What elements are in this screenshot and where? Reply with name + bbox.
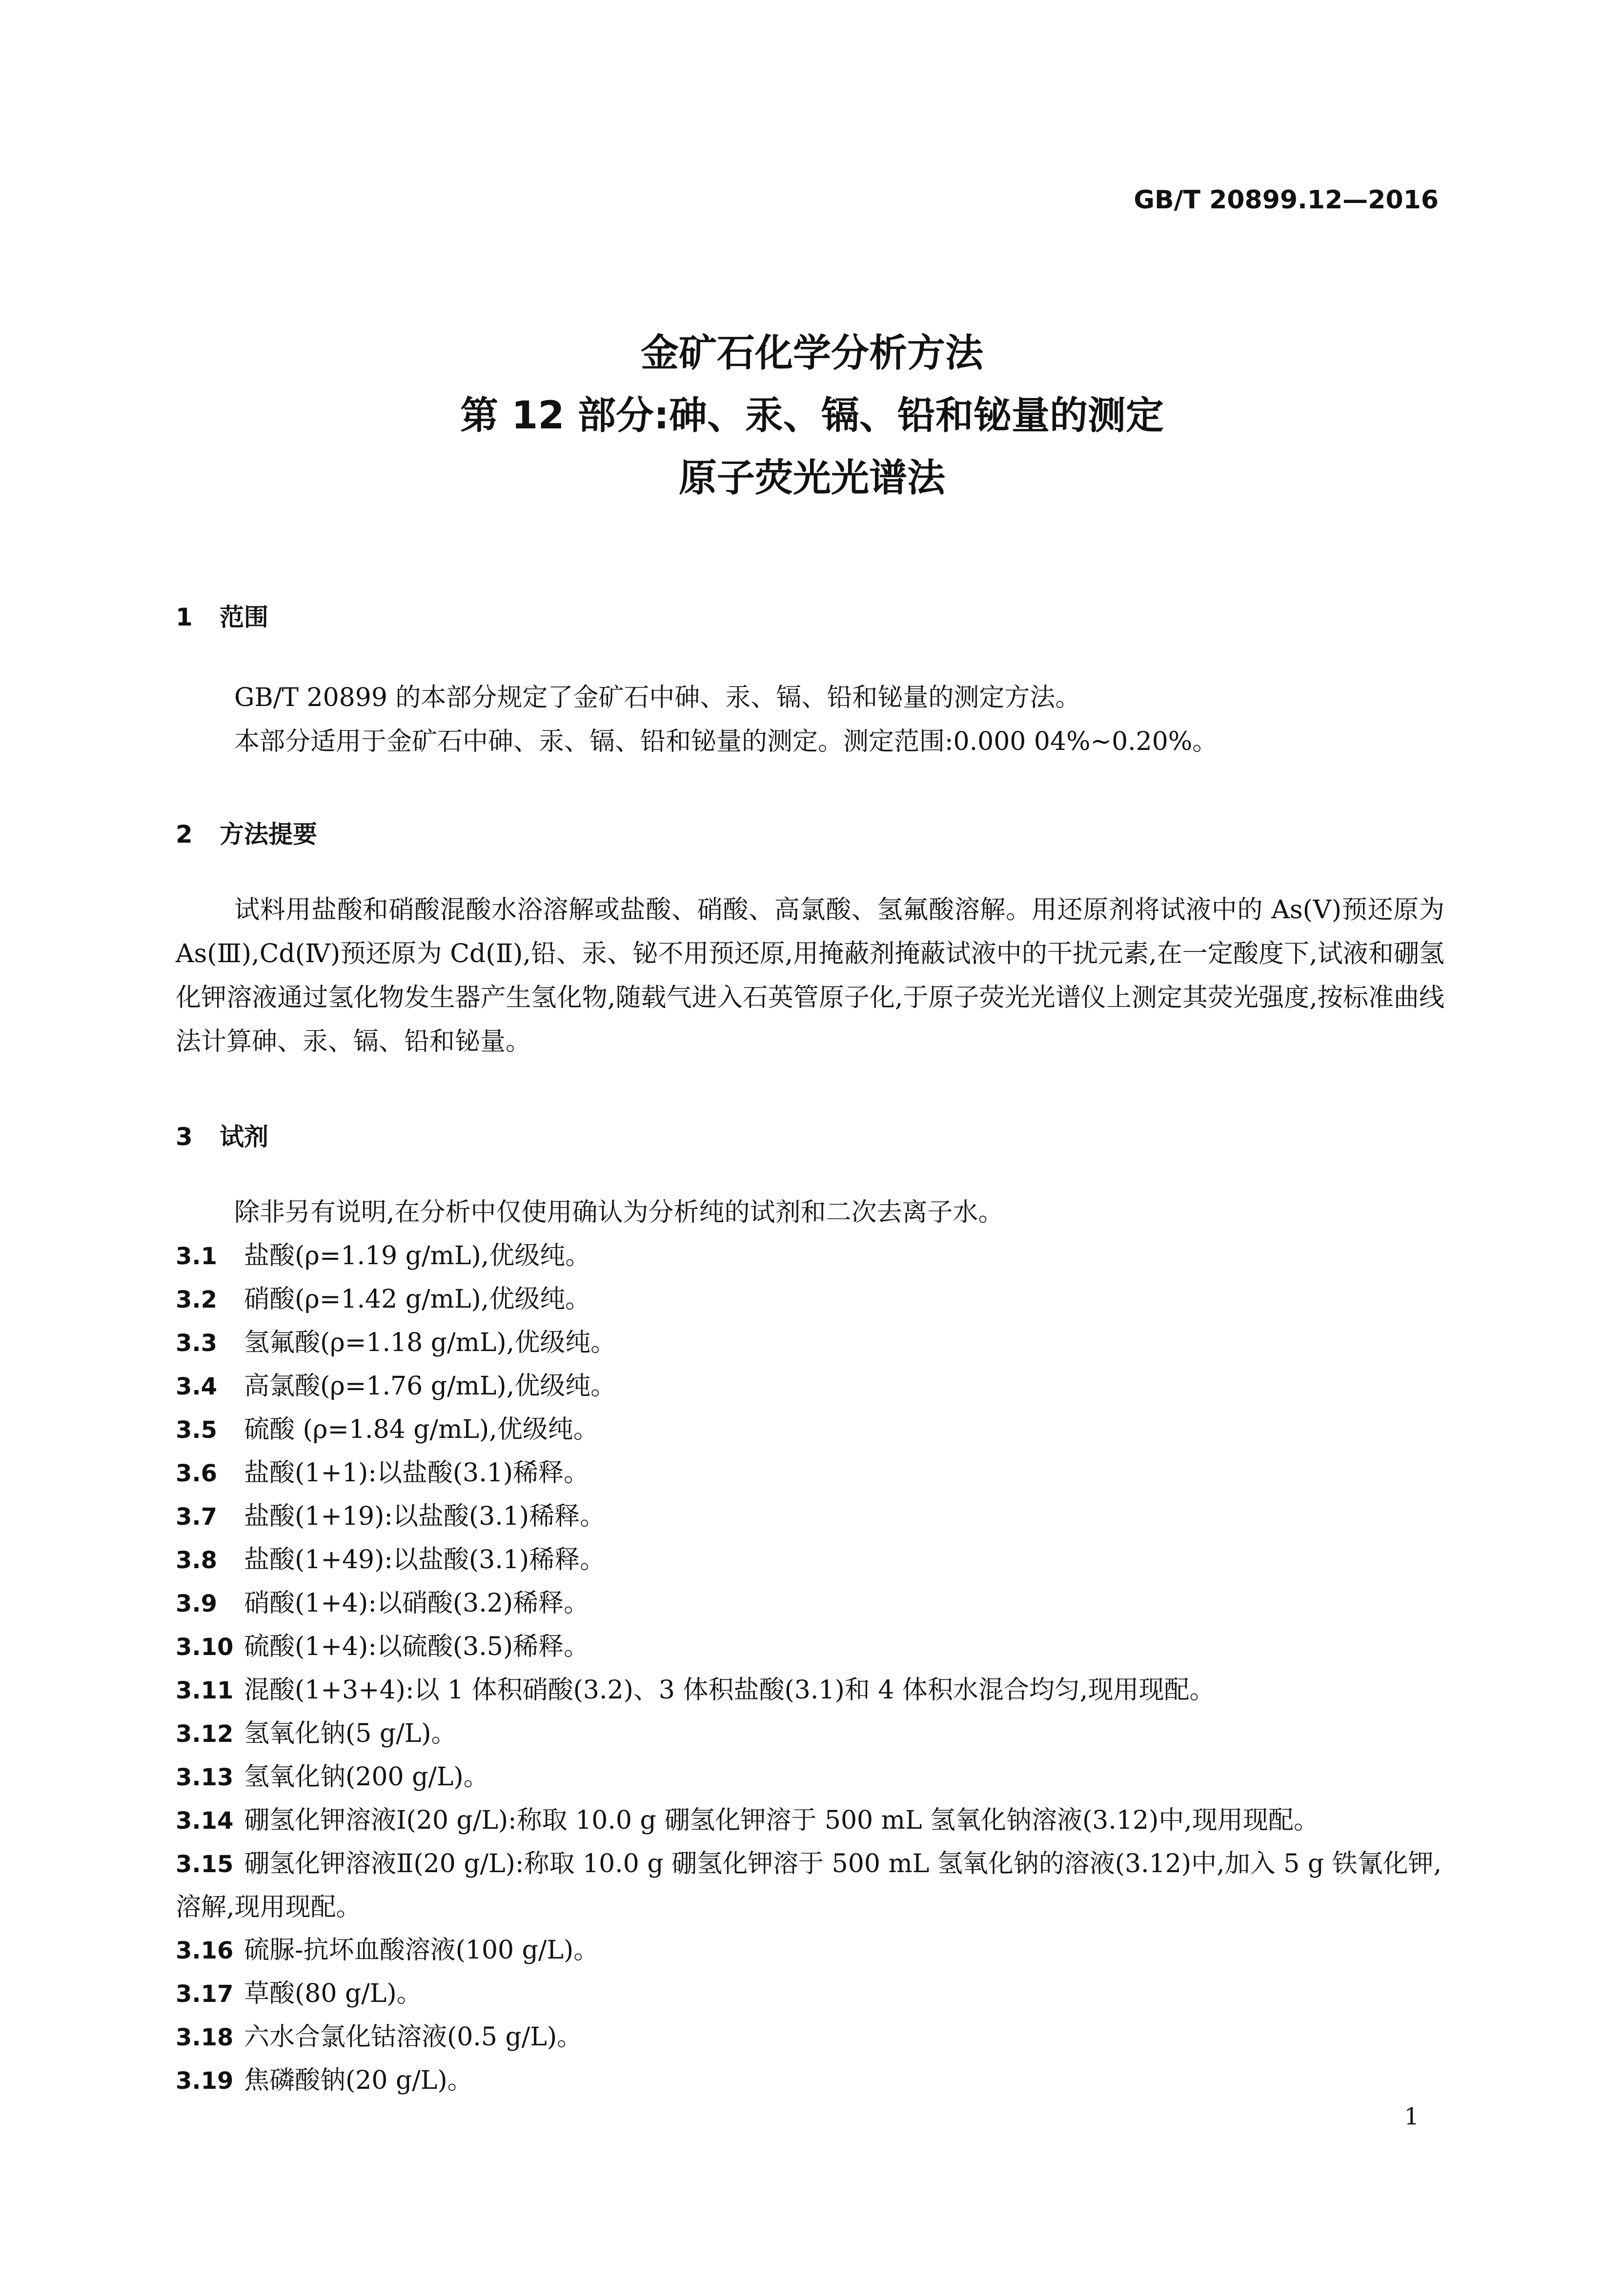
section-number: 2 (176, 820, 193, 848)
item-text: 盐酸(1+1):以盐酸(3.1)稀释。 (244, 1458, 589, 1488)
section-2-paragraph: 试料用盐酸和硝酸混酸水浴溶解或盐酸、硝酸、高氯酸、氢氟酸溶解。用还原剂将试液中的 As(Ⅴ)预还原为 As(Ⅲ),Cd(Ⅳ)预还原为 Cd(Ⅱ),铅、汞、铋不用预还原,用掩蔽剂掩蔽试液中的干扰元素,在一定酸度下,试液和硼氢化钾溶液通过氢化物发生器产生氢化物,随载气进入石英管原子化,于原子荧光光谱仪上测定其荧光强度,按标准曲线法计算砷、汞、镉、铅和铋量。 (176, 895, 1444, 1056)
reagent-list (176, 1234, 1454, 2102)
item-text: 盐酸(1+49):以盐酸(3.1)稀释。 (244, 1545, 606, 1575)
item-text: 氢氧化钠(200 g/L)。 (244, 1762, 489, 1792)
item-number: 3.7 (176, 1503, 218, 1531)
item-number: 3.19 (176, 2067, 234, 2095)
standard-code: GB/T 20899.12—2016 (1134, 185, 1439, 215)
item-number: 3.12 (176, 1720, 234, 1748)
list-item (176, 1452, 1454, 1495)
list-item (176, 2016, 1454, 2059)
item-text: 高氯酸(ρ=1.76 g/mL),优级纯。 (244, 1372, 616, 1401)
section-3-heading (176, 1117, 268, 1152)
list-item (176, 1929, 1454, 1972)
item-text: 混酸(1+3+4):以 1 体积硝酸(3.2)、3 体积盐酸(3.1)和 4 体积水混合均匀,现用现配。 (244, 1676, 1215, 1705)
list-item (176, 1234, 1454, 1278)
list-item (176, 1582, 1454, 1625)
item-number: 3.5 (176, 1416, 218, 1444)
list-item (176, 1669, 1454, 1712)
item-text: 硼氢化钾溶液Ⅰ(20 g/L):称取 10.0 g 硼氢化钾溶于 500 mL 氢氧化钠溶液(3.12)中,现用现配。 (244, 1806, 1319, 1835)
item-text: 盐酸(1+19):以盐酸(3.1)稀释。 (244, 1502, 606, 1531)
item-text: 硝酸(1+4):以硝酸(3.2)稀释。 (244, 1589, 589, 1618)
item-number: 3.16 (176, 1937, 234, 1964)
list-item (176, 1365, 1454, 1408)
item-number: 3.15 (176, 1851, 234, 1878)
item-text: 氢氟酸(ρ=1.18 g/mL),优级纯。 (244, 1328, 616, 1357)
list-item (176, 1278, 1454, 1321)
document-title (0, 322, 1624, 509)
item-number: 3.1 (176, 1243, 218, 1270)
section-1-heading (176, 598, 268, 633)
list-item (176, 1842, 1454, 1929)
item-text: 硫酸(1+4):以硫酸(3.5)稀释。 (244, 1632, 589, 1661)
section-1-paragraph-2: 本部分适用于金矿石中砷、汞、镉、铅和铋量的测定。测定范围:0.000 04%~0.20%。 (234, 727, 1218, 756)
section-number: 3 (176, 1123, 193, 1151)
section-2-heading (176, 815, 317, 850)
list-item (176, 1321, 1454, 1365)
list-item (176, 1625, 1454, 1669)
item-number: 3.2 (176, 1286, 218, 1313)
item-number: 3.13 (176, 1764, 234, 1791)
item-number: 3.4 (176, 1373, 218, 1400)
item-number: 3.10 (176, 1634, 234, 1661)
item-text: 焦磷酸钠(20 g/L)。 (244, 2066, 473, 2095)
list-item (176, 1756, 1454, 1799)
item-number: 3.17 (176, 1980, 234, 2008)
list-item (176, 1799, 1454, 1842)
section-title: 试剂 (220, 1123, 268, 1151)
section-number: 1 (176, 603, 193, 631)
item-text: 硝酸(ρ=1.42 g/mL),优级纯。 (244, 1285, 591, 1314)
list-item (176, 1495, 1454, 1538)
title-line-3: 原子荧光光谱法 (678, 456, 945, 500)
item-text: 六水合氯化钴溶液(0.5 g/L)。 (244, 2022, 583, 2052)
item-text: 草酸(80 g/L)。 (244, 1979, 422, 2008)
item-text: 硫脲-抗坏血酸溶液(100 g/L)。 (244, 1936, 599, 1965)
item-number: 3.14 (176, 1807, 234, 1835)
title-line-2: 第 12 部分:砷、汞、镉、铅和铋量的测定 (460, 394, 1164, 438)
list-item (176, 2059, 1454, 2102)
item-number: 3.18 (176, 2024, 234, 2051)
list-item (176, 1972, 1454, 2016)
item-number: 3.6 (176, 1460, 218, 1487)
page-number: 1 (1404, 2103, 1419, 2130)
item-text: 氢氧化钠(5 g/L)。 (244, 1719, 457, 1748)
section-1-paragraph-1: GB/T 20899 的本部分规定了金矿石中砷、汞、镉、铅和铋量的测定方法。 (234, 683, 1081, 712)
section-3-intro: 除非另有说明,在分析中仅使用确认为分析纯的试剂和二次去离子水。 (234, 1198, 1004, 1227)
item-number: 3.3 (176, 1330, 218, 1357)
list-item (176, 1538, 1454, 1582)
item-text: 硼氢化钾溶液Ⅱ(20 g/L):称取 10.0 g 硼氢化钾溶于 500 mL 氢氧化钠的溶液(3.12)中,加入 5 g 铁氰化钾,溶解,现用现配。 (176, 1849, 1442, 1922)
item-number: 3.9 (176, 1590, 218, 1617)
list-item (176, 1408, 1454, 1452)
section-title: 方法提要 (220, 820, 317, 848)
item-number: 3.11 (176, 1677, 234, 1704)
item-text: 盐酸(ρ=1.19 g/mL),优级纯。 (244, 1241, 591, 1271)
item-number: 3.8 (176, 1547, 218, 1574)
title-line-1: 金矿石化学分析方法 (640, 331, 983, 375)
section-title: 范围 (220, 603, 268, 631)
list-item (176, 1712, 1454, 1756)
item-text: 硫酸 (ρ=1.84 g/mL),优级纯。 (244, 1415, 599, 1444)
